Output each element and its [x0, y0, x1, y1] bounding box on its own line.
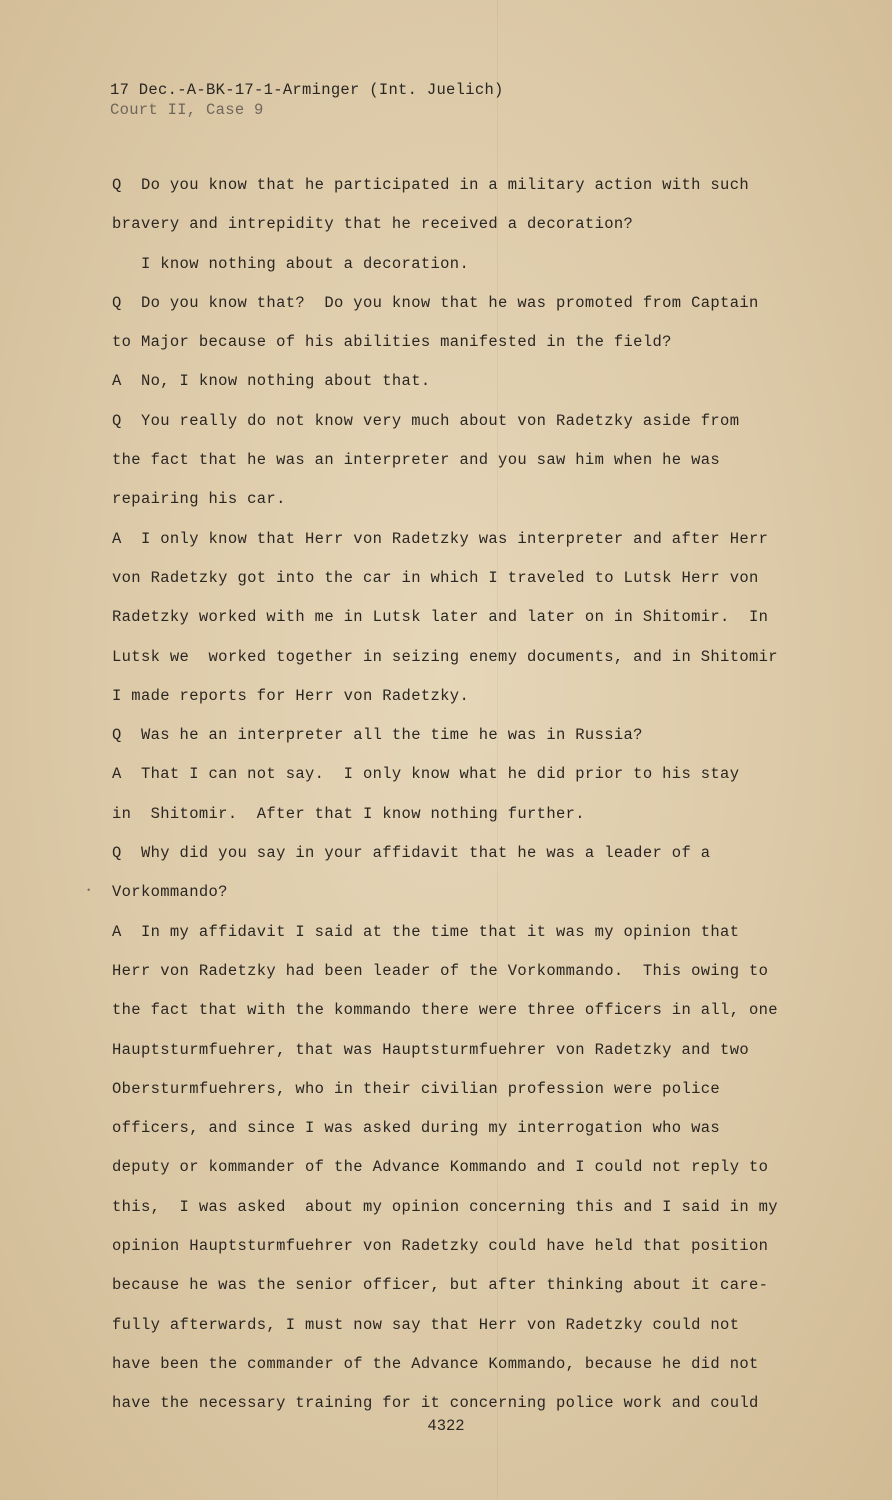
transcript-line: this, I was asked about my opinion concerning this and I said in my [112, 1197, 778, 1216]
transcript-line: officers, and since I was asked during my interrogation who was [112, 1119, 721, 1138]
transcript-line: I know nothing about a decoration. [112, 254, 470, 273]
transcript-line: I made reports for Herr von Radetzky. [112, 686, 470, 705]
margin-mark: • [86, 886, 92, 896]
transcript-line: the fact that he was an interpreter and you saw him when he was [112, 451, 721, 470]
transcript-line: von Radetzky got into the car in which I traveled to Lutsk Herr von [112, 568, 759, 587]
transcript-line: Hauptsturmfuehrer, that was Hauptsturmfuehrer von Radetzky and two [112, 1040, 749, 1059]
transcript-line: fully afterwards, I must now say that Herr von Radetzky could not [112, 1315, 740, 1334]
header-line-2: Court II, Case 9 [110, 101, 264, 119]
transcript-line: Lutsk we worked together in seizing enemy documents, and in Shitomir [112, 647, 778, 666]
transcript-line: Vorkommando? [112, 883, 228, 902]
transcript-line: have been the commander of the Advance Kommando, because he did not [112, 1354, 759, 1373]
transcript-line: in Shitomir. After that I know nothing further. [112, 804, 585, 823]
transcript-line: A In my affidavit I said at the time that it was my opinion that [112, 922, 740, 941]
transcript-line: the fact that with the kommando there were three officers in all, one [112, 1001, 778, 1020]
transcript-line: Q Do you know that? Do you know that he was promoted from Captain [112, 293, 759, 312]
transcript-line: A No, I know nothing about that. [112, 372, 431, 391]
transcript-line: Q Was he an interpreter all the time he was in Russia? [112, 726, 643, 745]
page-number: 4322 [427, 1417, 465, 1435]
transcript-line: Herr von Radetzky had been leader of the Vorkommando. This owing to [112, 961, 769, 980]
transcript-line: bravery and intrepidity that he received a decoration? [112, 215, 634, 234]
transcript-line: have the necessary training for it concerning police work and could [112, 1394, 759, 1413]
transcript-line: to Major because of his abilities manifested in the field? [112, 333, 672, 352]
transcript-line: Q You really do not know very much about von Radetzky aside from [112, 411, 740, 430]
transcript-line: because he was the senior officer, but after thinking about it care- [112, 1276, 769, 1295]
transcript-line: Q Do you know that he participated in a military action with such [112, 176, 749, 194]
transcript-line: Q Why did you say in your affidavit that he was a leader of a [112, 844, 711, 863]
transcript-line: Obersturmfuehrers, who in their civilian profession were police [112, 1079, 721, 1098]
transcript-line: A I only know that Herr von Radetzky was interpreter and after Herr [112, 529, 769, 548]
transcript-line: opinion Hauptsturmfuehrer von Radetzky could have held that position [112, 1237, 769, 1256]
transcript-line: Radetzky worked with me in Lutsk later and later on in Shitomir. In [112, 608, 769, 627]
transcript-body [112, 175, 812, 1433]
transcript-line: repairing his car. [112, 490, 286, 509]
document-header [110, 80, 504, 120]
transcript-line: deputy or kommander of the Advance Kommando and I could not reply to [112, 1158, 769, 1177]
transcript-line: A That I can not say. I only know what he did prior to his stay [112, 765, 740, 784]
header-line-1: 17 Dec.-A-BK-17-1-Arminger (Int. Juelich) [110, 81, 504, 99]
